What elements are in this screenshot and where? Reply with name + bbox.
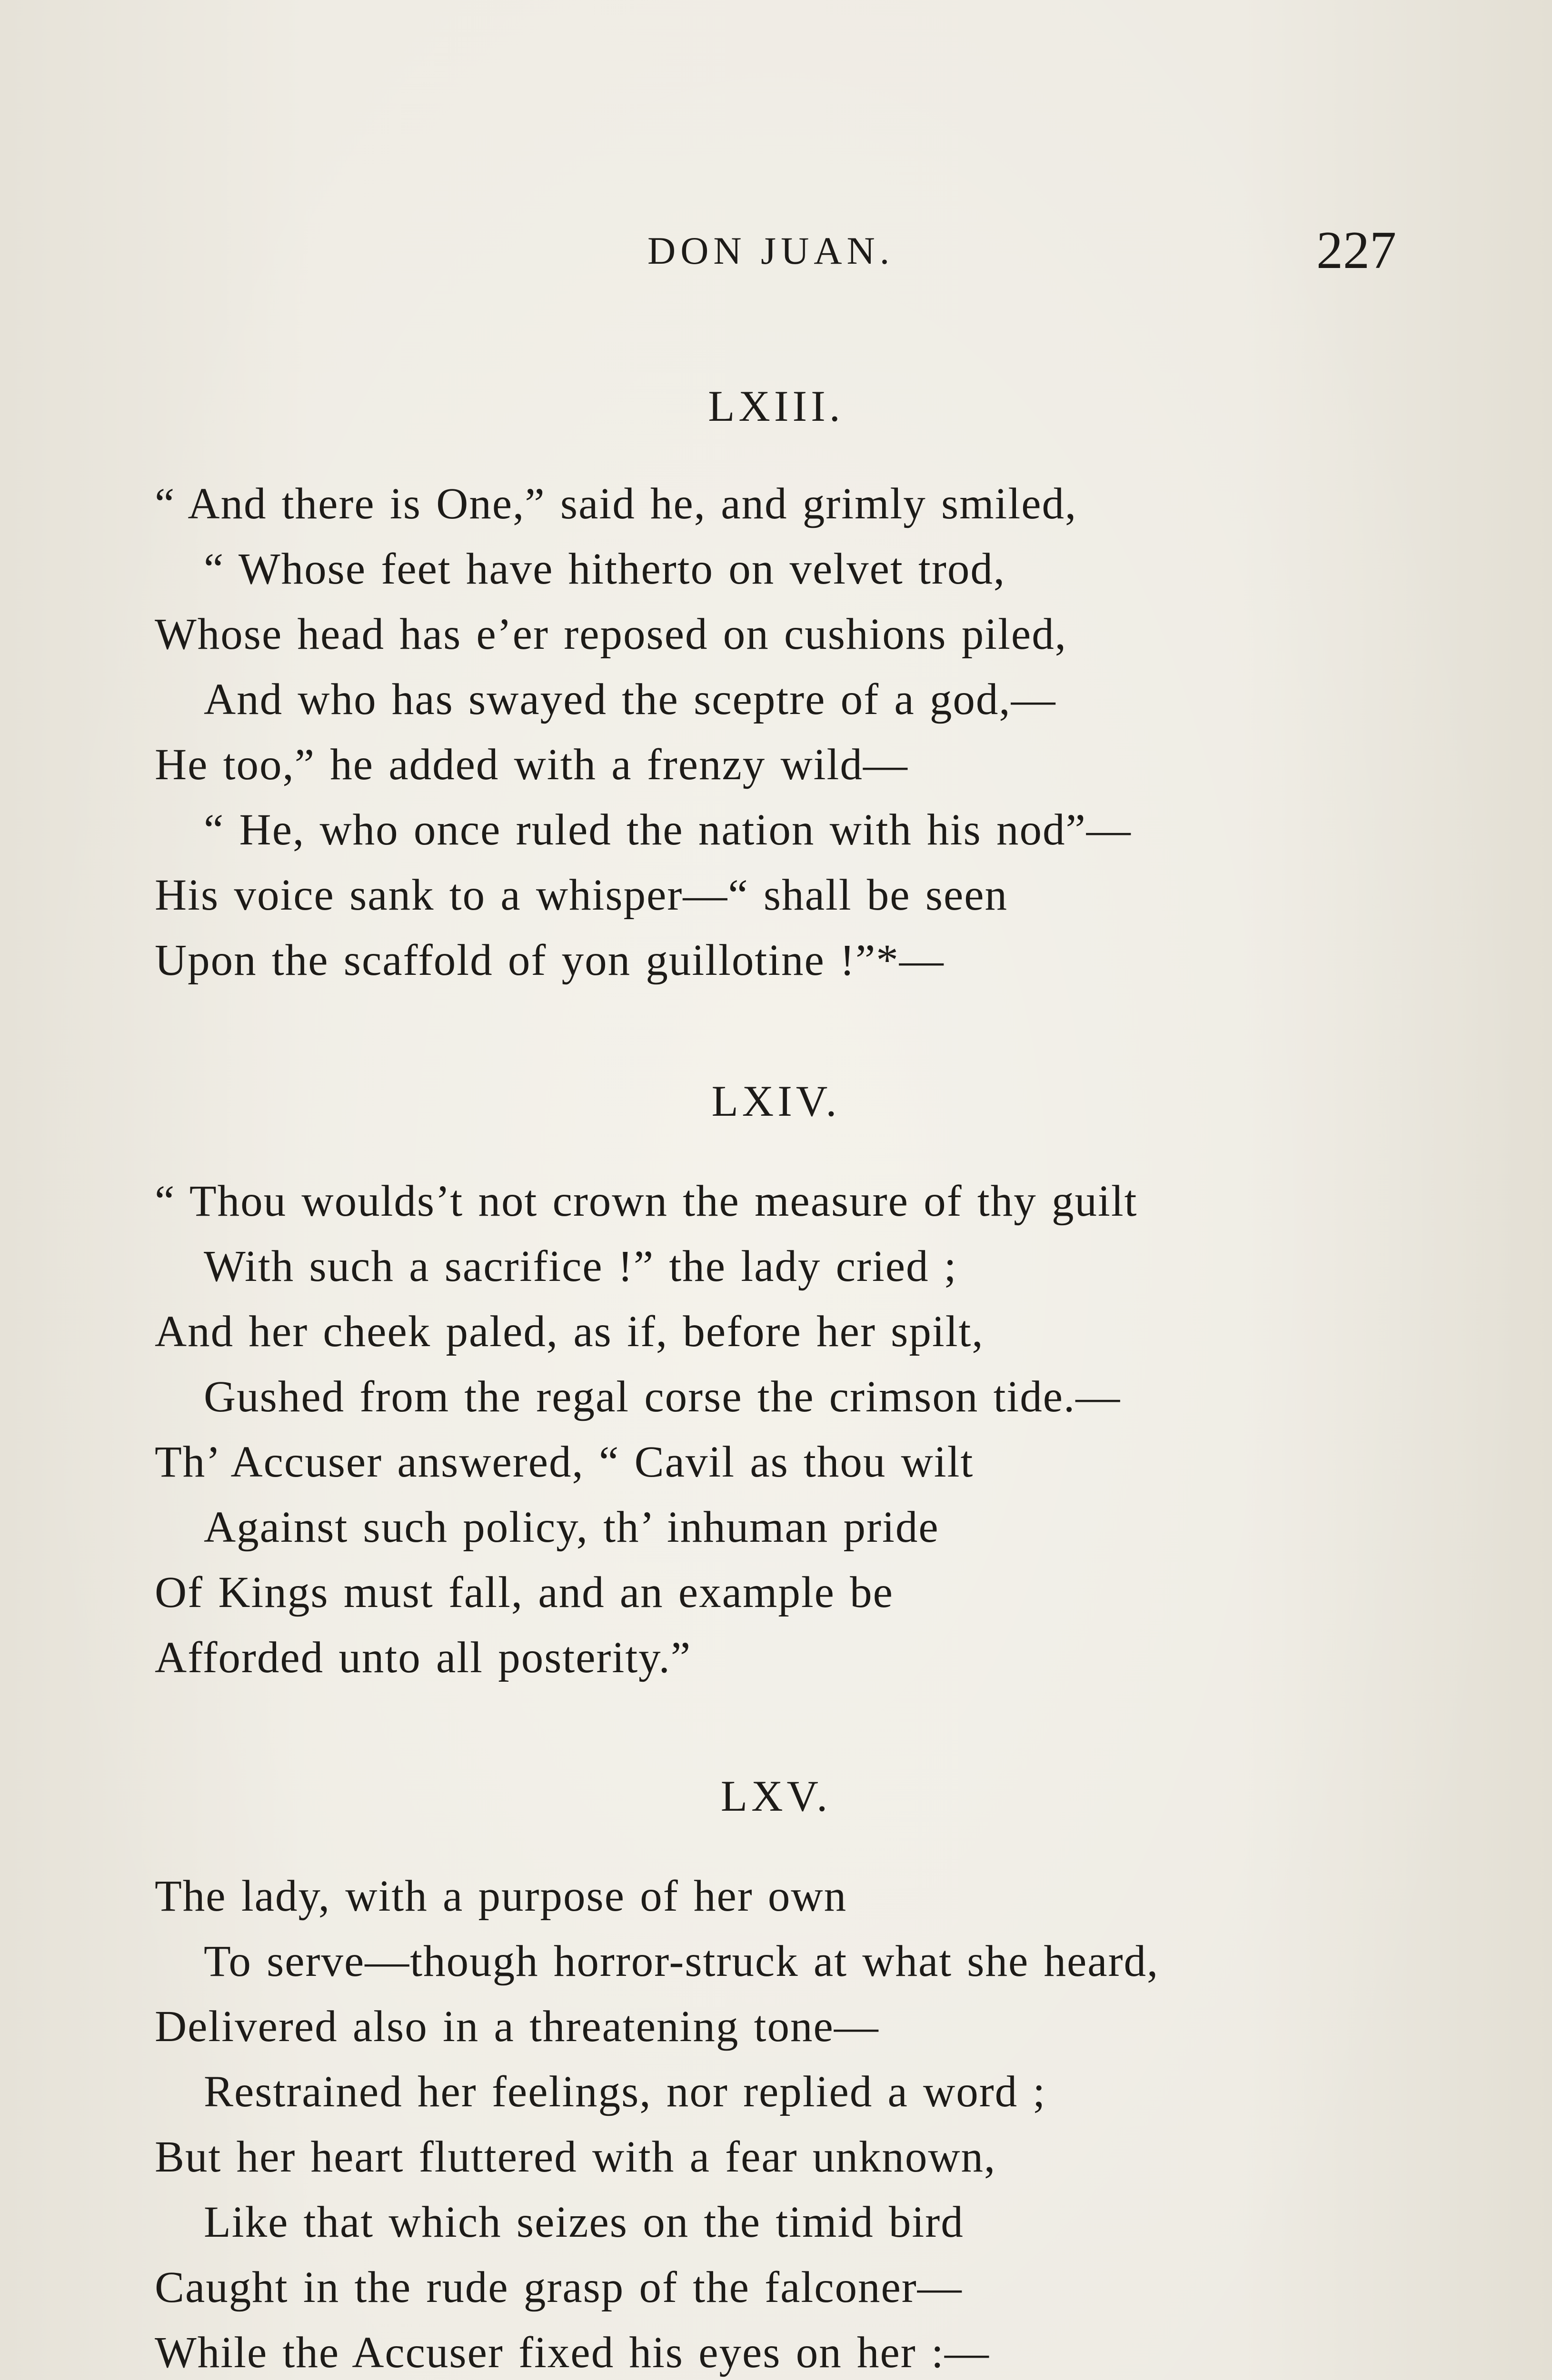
verse-line: Afforded unto all posterity.” bbox=[155, 1633, 692, 1682]
verse-line: Restrained her feelings, nor replied a word ; bbox=[204, 2067, 1046, 2116]
verse-line: Of Kings must fall, and an example be bbox=[155, 1568, 894, 1617]
verse-line: While the Accuser fixed his eyes on her :— bbox=[155, 2328, 990, 2377]
verse-line: Upon the scaffold of yon guillotine !”*— bbox=[155, 936, 945, 985]
verse-line: The lady, with a purpose of her own bbox=[155, 1872, 847, 1921]
verse-line: And her cheek paled, as if, before her spilt, bbox=[155, 1307, 984, 1356]
verse-line: But her heart fluttered with a fear unknown, bbox=[155, 2132, 996, 2182]
stanza-number-lxiv: LXIV. bbox=[711, 1077, 841, 1125]
verse-line: “ He, who once ruled the nation with his nod”— bbox=[204, 805, 1132, 854]
verse-line: Th’ Accuser answered, “ Cavil as thou wilt bbox=[155, 1438, 974, 1487]
page-number: 227 bbox=[1316, 221, 1396, 280]
verse-line: And who has swayed the sceptre of a god,— bbox=[204, 675, 1056, 724]
verse-line: Caught in the rude grasp of the falconer— bbox=[155, 2263, 963, 2312]
verse-line: With such a sacrifice !” the lady cried ; bbox=[204, 1242, 957, 1291]
verse-line: He too,” he added with a frenzy wild— bbox=[155, 740, 908, 789]
stanza-lxiv bbox=[155, 1169, 1440, 1690]
verse-line: “ Whose feet have hitherto on velvet trod, bbox=[204, 545, 1006, 594]
stanza-lxv bbox=[155, 1864, 1440, 2380]
verse-line: “ Thou woulds’t not crown the measure of thy guilt bbox=[155, 1177, 1138, 1226]
verse-line: Delivered also in a threatening tone— bbox=[155, 2002, 879, 2051]
running-title: DON JUAN. bbox=[647, 229, 895, 272]
verse-line: To serve—though horror-struck at what she heard, bbox=[204, 1937, 1159, 1986]
verse-line: His voice sank to a whisper—“ shall be seen bbox=[155, 871, 1008, 920]
verse-line: “ And there is One,” said he, and grimly smiled, bbox=[155, 479, 1077, 528]
verse-line: Whose head has e’er reposed on cushions piled, bbox=[155, 610, 1067, 659]
verse-line: Against such policy, th’ inhuman pride bbox=[204, 1503, 939, 1552]
stanza-number-lxv: LXV. bbox=[720, 1772, 832, 1820]
stanza-lxiii bbox=[155, 471, 1440, 993]
verse-line: Like that which seizes on the timid bird bbox=[204, 2198, 964, 2247]
stanza-number-lxiii: LXIII. bbox=[708, 382, 844, 430]
verse-line: Gushed from the regal corse the crimson tide.— bbox=[204, 1372, 1121, 1421]
